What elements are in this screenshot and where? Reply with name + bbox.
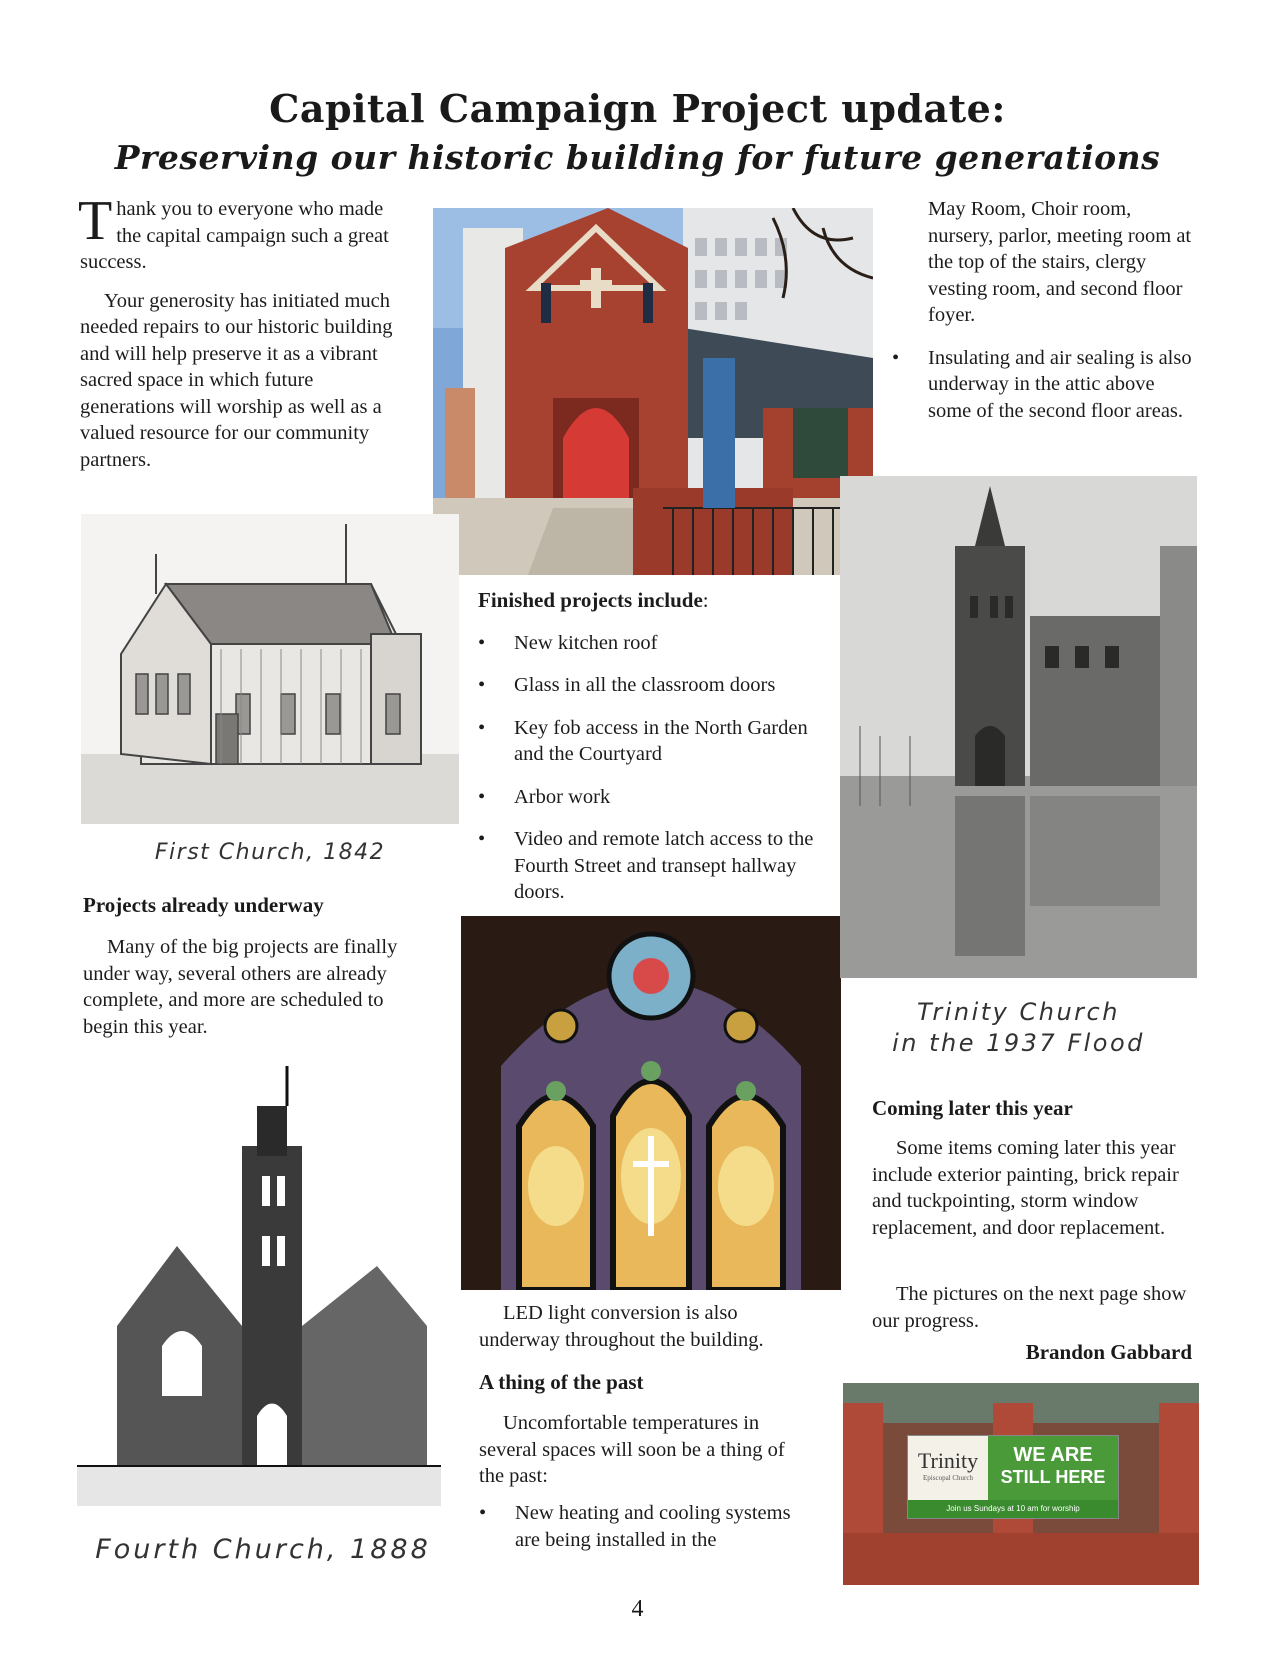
- first-church-caption: First Church, 1842: [154, 840, 386, 865]
- past-heading: A thing of the past: [479, 1370, 644, 1394]
- finished-section: [478, 587, 823, 906]
- right-top-section: [892, 196, 1194, 424]
- intro-second-paragraph: Your generosity has initiated much needed repairs to our historic building and will help preserve it as a vibrant sacred space in which future generations will worship as well as a valued resource for our community partners.: [80, 289, 393, 471]
- banner-photo: [843, 1383, 1199, 1585]
- finished-list: [478, 630, 823, 906]
- list-item: • Key fob access in the North Garden and the Courtyard: [478, 715, 823, 768]
- banner-line-2: STILL HERE: [1000, 1467, 1106, 1487]
- author-name: Brandon Gabbard: [1025, 1340, 1192, 1364]
- underway-heading: Projects already underway: [83, 893, 324, 917]
- right-bullet-list: [892, 345, 1194, 425]
- intro-section: [78, 190, 406, 473]
- first-church-sketch: [81, 514, 459, 824]
- rooms-list-continued: May Room, Choir room, nursery, parlor, meeting room at the top of the stairs, clergy vesting room, and second floor foyer.: [928, 198, 1192, 326]
- coming-text: Some items coming later this year include exterior painting, brick repair and tuckpointing, storm window replacement, and door replacement.: [872, 1137, 1179, 1239]
- drop-cap: T: [78, 190, 113, 252]
- fourth-church-sketch: [77, 1066, 441, 1506]
- past-text: Uncomfortable temperatures in several spaces will soon be a thing of the past:: [479, 1412, 785, 1487]
- past-list: [479, 1500, 809, 1553]
- coming-heading: Coming later this year: [872, 1096, 1073, 1120]
- flood-photo: [840, 476, 1197, 978]
- banner-logo: Trinity: [917, 1448, 979, 1473]
- page-subtitle: Preserving our historic building for future generations: [114, 138, 1161, 177]
- banner-line-1: WE ARE: [1013, 1444, 1093, 1466]
- page-title: Capital Campaign Project update:: [269, 86, 1006, 131]
- finished-heading: Finished projects include:: [478, 588, 709, 612]
- banner-strip: Join us Sundays at 10 am for worship: [908, 1500, 1118, 1518]
- underway-text: Many of the big projects are finally under way, several others are already complete, and more are scheduled to begin this year.: [83, 936, 398, 1038]
- page-number: 4: [631, 1596, 644, 1622]
- church-exterior-photo: [433, 208, 873, 575]
- flood-caption: Trinity Church in the 1937 Flood: [892, 998, 1145, 1057]
- list-item: • Video and remote latch access to the Fourth Street and transept hallway doors.: [478, 826, 823, 906]
- stained-glass-photo: [461, 916, 841, 1290]
- fourth-church-caption: Fourth Church, 1888: [95, 1534, 431, 1565]
- list-item: • Glass in all the classroom doors: [478, 672, 823, 699]
- coming-text-2: The pictures on the next page show our progress.: [872, 1283, 1187, 1332]
- led-text: LED light conversion is also underway throughout the building.: [479, 1302, 764, 1351]
- banner: Trinity Episcopal Church WE ARE STILL HERE Join us Sundays at 10 am for worship: [907, 1435, 1119, 1519]
- list-item: • Arbor work: [478, 784, 823, 811]
- list-item: • New kitchen roof: [478, 630, 823, 657]
- intro-first-paragraph: Thank you to everyone who made the capital campaign such a great success.: [78, 190, 389, 273]
- list-item: • Insulating and air sealing is also underway in the attic above some of the second floor areas.: [892, 345, 1194, 425]
- list-item: • New heating and cooling systems are being installed in the: [479, 1500, 809, 1553]
